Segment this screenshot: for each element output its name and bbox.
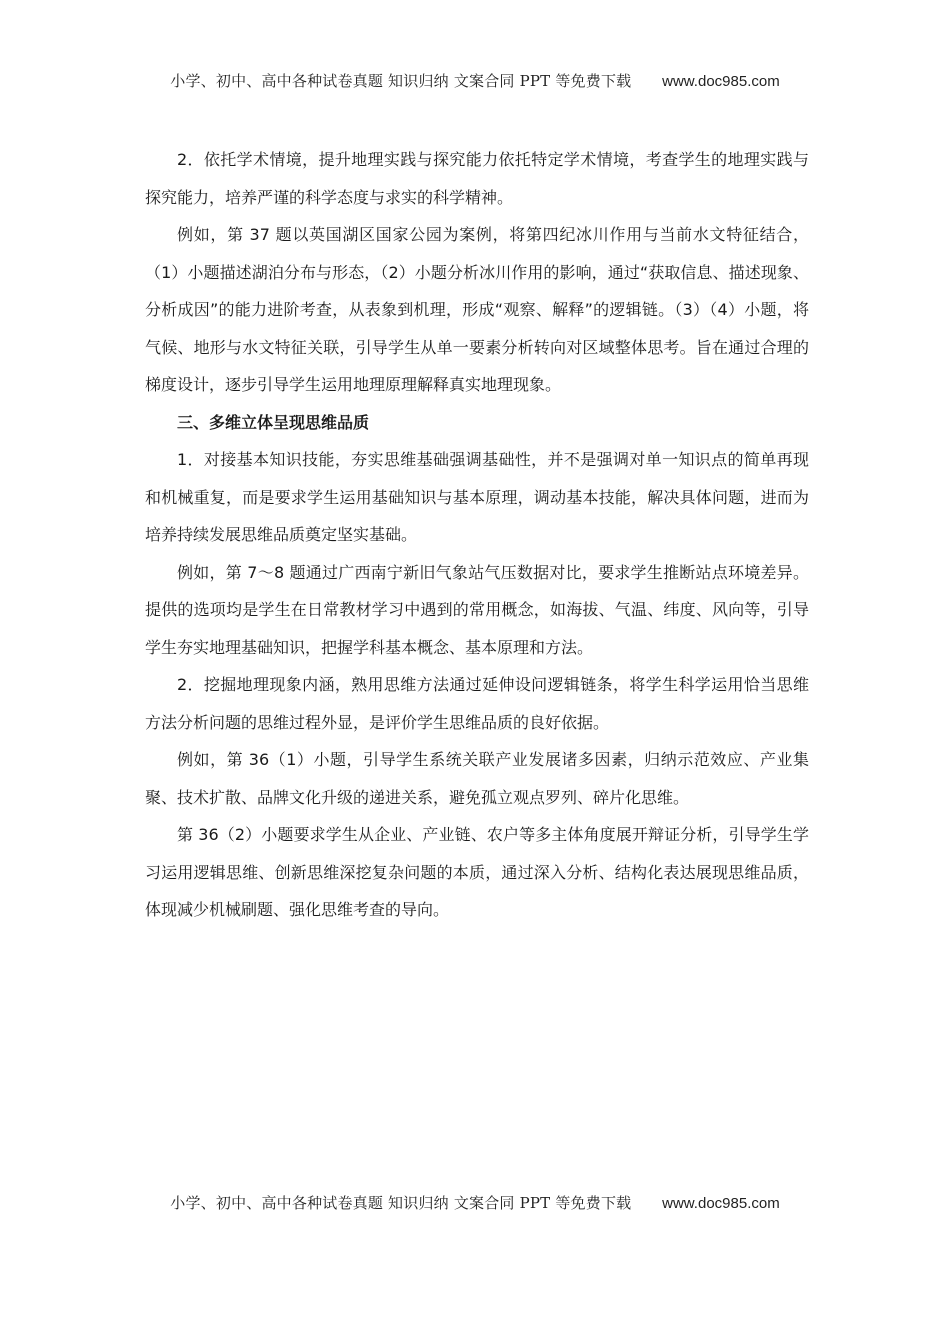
header-text: 小学、初中、高中各种试卷真题 知识归纳 文案合同 PPT 等免费下载 xyxy=(170,72,632,90)
paragraph-thinking-methods: 2．挖掘地理现象内涵，熟用思维方法通过延伸设问逻辑链条，将学生科学运用恰当思维方法分析问题的思维过程外显，是评价学生思维品质的良好依据。 xyxy=(145,675,809,732)
footer-text: 小学、初中、高中各种试卷真题 知识归纳 文案合同 PPT 等免费下载 xyxy=(170,1194,632,1212)
footer-url[interactable]: www.doc985.com xyxy=(662,1195,780,1212)
page-header xyxy=(0,70,950,91)
paragraph-example-7-8: 例如，第 7～8 题通过广西南宁新旧气象站气压数据对比，要求学生推断站点环境差异。提供的选项均是学生在日常教材学习中遇到的常用概念，如海拔、气温、纬度、风向等，引导学生夯实地理基础知识，把握学科基本概念、基本原理和方法。 xyxy=(145,562,809,657)
document-body xyxy=(145,141,809,929)
paragraph-academic-context: 2．依托学术情境，提升地理实践与探究能力依托特定学术情境，考查学生的地理实践与探究能力，培养严谨的科学态度与求实的科学精神。 xyxy=(145,150,809,207)
header-url[interactable]: www.doc985.com xyxy=(662,73,780,90)
paragraph-example-36-1: 例如，第 36（1）小题，引导学生系统关联产业发展诸多因素，归纳示范效应、产业集聚、技术扩散、品牌文化升级的递进关系，避免孤立观点罗列、碎片化思维。 xyxy=(145,750,809,807)
page-footer xyxy=(0,1192,950,1213)
paragraph-basic-knowledge: 1．对接基本知识技能，夯实思维基础强调基础性，并不是强调对单一知识点的简单再现和机械重复，而是要求学生运用基础知识与基本原理，调动基本技能，解决具体问题，进而为培养持续发展思维品质奠定坚实基础。 xyxy=(145,450,809,544)
paragraph-example-37: 例如，第 37 题以英国湖区国家公园为案例，将第四纪冰川作用与当前水文特征结合，（1）小题描述湖泊分布与形态，（2）小题分析冰川作用的影响，通过“获取信息、描述现象、分析成因”的能力进阶考查，从表象到机理，形成“观察、解释”的逻辑链。（3）（4）小题，将气候、地形与水文特征关联，引导学生从单一要素分析转向对区域整体思考。旨在通过合理的梯度设计，逐步引导学生运用地理原理解释真实地理现象。 xyxy=(145,225,809,394)
section-heading-thinking-quality: 三、多维立体呈现思维品质 xyxy=(177,412,370,432)
paragraph-example-36-2: 第 36（2）小题要求学生从企业、产业链、农户等多主体角度展开辩证分析，引导学生学习运用逻辑思维、创新思维深挖复杂问题的本质，通过深入分析、结构化表达展现思维品质，体现减少机械刷题、强化思维考查的导向。 xyxy=(145,825,809,919)
